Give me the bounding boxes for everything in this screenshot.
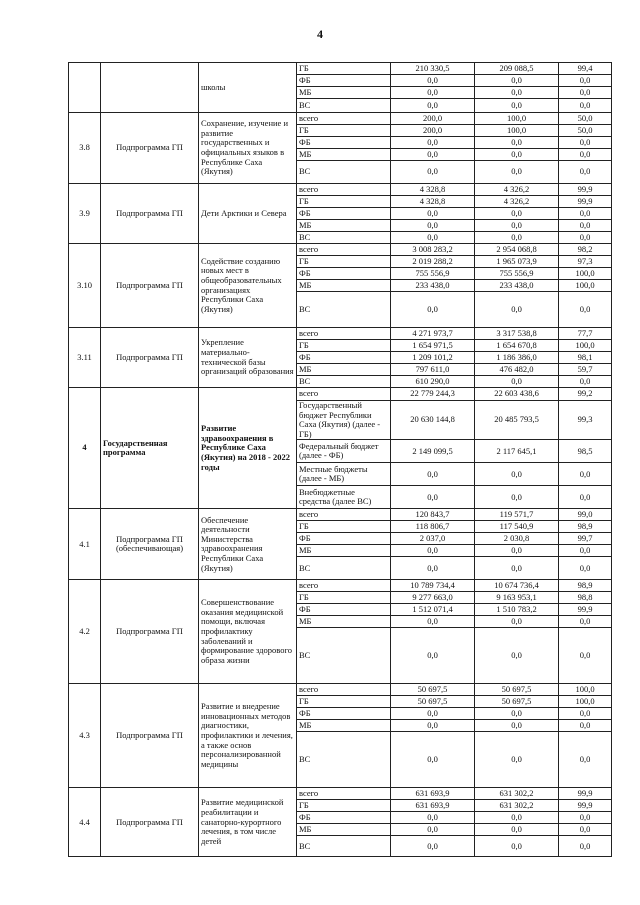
actual-amount: 4 326,2 xyxy=(475,184,559,196)
funding-source: МБ xyxy=(297,280,391,292)
planned-amount: 755 556,9 xyxy=(391,268,475,280)
funding-source: ФБ xyxy=(297,708,391,720)
execution-percent: 100,0 xyxy=(559,268,612,280)
planned-amount: 200,0 xyxy=(391,113,475,125)
execution-percent: 0,0 xyxy=(559,292,612,328)
program-type: Подпрограмма ГП xyxy=(101,328,199,388)
execution-percent: 0,0 xyxy=(559,75,612,87)
planned-amount: 0,0 xyxy=(391,161,475,184)
table-body xyxy=(69,63,612,857)
program-name: Развитие здравоохранения в Республике Саха (Якутия) на 2018 - 2022 годы xyxy=(199,388,297,509)
actual-amount: 0,0 xyxy=(475,75,559,87)
actual-amount: 1 510 783,2 xyxy=(475,604,559,616)
planned-amount: 0,0 xyxy=(391,628,475,684)
actual-amount: 0,0 xyxy=(475,292,559,328)
funding-source: ФБ xyxy=(297,533,391,545)
execution-percent: 99,4 xyxy=(559,63,612,75)
funding-source: всего xyxy=(297,328,391,340)
actual-amount: 22 603 438,6 xyxy=(475,388,559,401)
actual-amount: 0,0 xyxy=(475,628,559,684)
actual-amount: 20 485 793,5 xyxy=(475,401,559,440)
actual-amount: 1 965 073,9 xyxy=(475,256,559,268)
actual-amount: 1 186 386,0 xyxy=(475,352,559,364)
actual-amount: 209 088,5 xyxy=(475,63,559,75)
funding-source: всего xyxy=(297,113,391,125)
planned-amount: 2 019 288,2 xyxy=(391,256,475,268)
program-type xyxy=(101,63,199,113)
execution-percent: 99,9 xyxy=(559,788,612,800)
planned-amount: 610 290,0 xyxy=(391,376,475,388)
actual-amount: 0,0 xyxy=(475,720,559,732)
funding-source: ВС xyxy=(297,557,391,580)
execution-percent: 99,0 xyxy=(559,509,612,521)
execution-percent: 99,3 xyxy=(559,401,612,440)
execution-percent: 98,1 xyxy=(559,352,612,364)
actual-amount: 50 697,5 xyxy=(475,684,559,696)
actual-amount: 0,0 xyxy=(475,161,559,184)
funding-source: Местные бюджеты (далее - МБ) xyxy=(297,463,391,486)
actual-amount: 755 556,9 xyxy=(475,268,559,280)
planned-amount: 50 697,5 xyxy=(391,696,475,708)
program-name: школы xyxy=(199,63,297,113)
actual-amount: 0,0 xyxy=(475,87,559,99)
execution-percent: 0,0 xyxy=(559,557,612,580)
execution-percent: 98,9 xyxy=(559,580,612,592)
execution-percent: 59,7 xyxy=(559,364,612,376)
funding-source: всего xyxy=(297,388,391,401)
funding-source: ФБ xyxy=(297,268,391,280)
execution-percent: 99,9 xyxy=(559,604,612,616)
table-row xyxy=(69,63,612,75)
actual-amount: 50 697,5 xyxy=(475,696,559,708)
planned-amount: 10 789 734,4 xyxy=(391,580,475,592)
funding-source: всего xyxy=(297,509,391,521)
funding-source: ФБ xyxy=(297,137,391,149)
execution-percent: 0,0 xyxy=(559,616,612,628)
funding-source: Государственный бюджет Республики Саха (Якутия) (далее - ГБ) xyxy=(297,401,391,440)
planned-amount: 0,0 xyxy=(391,812,475,824)
funding-source: МБ xyxy=(297,616,391,628)
execution-percent: 99,9 xyxy=(559,800,612,812)
actual-amount: 631 302,2 xyxy=(475,800,559,812)
funding-source: ГБ xyxy=(297,63,391,75)
row-number: 4.1 xyxy=(69,509,101,580)
planned-amount: 0,0 xyxy=(391,292,475,328)
actual-amount: 0,0 xyxy=(475,486,559,509)
table-row xyxy=(69,388,612,401)
execution-percent: 0,0 xyxy=(559,208,612,220)
planned-amount: 4 271 973,7 xyxy=(391,328,475,340)
program-name: Развитие и внедрение инновационных методов диагностики, профилактики и лечения, а также основ персонализированной медицины xyxy=(199,684,297,788)
program-name: Сохранение, изучение и развитие государственных и официальных языков в Республике Саха (Якутия) xyxy=(199,113,297,184)
table-row xyxy=(69,580,612,592)
table-row xyxy=(69,684,612,696)
execution-percent: 99,2 xyxy=(559,388,612,401)
actual-amount: 3 317 538,8 xyxy=(475,328,559,340)
actual-amount: 0,0 xyxy=(475,545,559,557)
planned-amount: 50 697,5 xyxy=(391,684,475,696)
actual-amount: 476 482,0 xyxy=(475,364,559,376)
program-type: Государственная программа xyxy=(101,388,199,509)
row-number: 4.2 xyxy=(69,580,101,684)
funding-source: МБ xyxy=(297,545,391,557)
execution-percent: 0,0 xyxy=(559,732,612,788)
actual-amount: 100,0 xyxy=(475,113,559,125)
funding-source: ВС xyxy=(297,292,391,328)
table-row xyxy=(69,788,612,800)
planned-amount: 4 328,8 xyxy=(391,196,475,208)
execution-percent: 0,0 xyxy=(559,99,612,113)
planned-amount: 0,0 xyxy=(391,87,475,99)
planned-amount: 0,0 xyxy=(391,220,475,232)
funding-source: всего xyxy=(297,184,391,196)
planned-amount: 20 630 144,8 xyxy=(391,401,475,440)
execution-percent: 0,0 xyxy=(559,149,612,161)
row-number: 4.3 xyxy=(69,684,101,788)
funding-source: МБ xyxy=(297,87,391,99)
planned-amount: 631 693,9 xyxy=(391,800,475,812)
actual-amount: 0,0 xyxy=(475,149,559,161)
execution-percent: 97,3 xyxy=(559,256,612,268)
budget-table xyxy=(68,62,612,857)
execution-percent: 0,0 xyxy=(559,376,612,388)
planned-amount: 118 806,7 xyxy=(391,521,475,533)
program-name: Содействие созданию новых мест в общеобразовательных организациях Республики Саха (Якутия) xyxy=(199,244,297,328)
planned-amount: 233 438,0 xyxy=(391,280,475,292)
planned-amount: 0,0 xyxy=(391,463,475,486)
program-type: Подпрограмма ГП xyxy=(101,684,199,788)
funding-source: Федеральный бюджет (далее - ФБ) xyxy=(297,440,391,463)
execution-percent: 0,0 xyxy=(559,486,612,509)
funding-source: МБ xyxy=(297,149,391,161)
actual-amount: 2 030,8 xyxy=(475,533,559,545)
funding-source: ВС xyxy=(297,232,391,244)
actual-amount: 631 302,2 xyxy=(475,788,559,800)
actual-amount: 0,0 xyxy=(475,824,559,836)
execution-percent: 98,9 xyxy=(559,521,612,533)
execution-percent: 100,0 xyxy=(559,280,612,292)
execution-percent: 0,0 xyxy=(559,87,612,99)
execution-percent: 0,0 xyxy=(559,161,612,184)
execution-percent: 0,0 xyxy=(559,812,612,824)
execution-percent: 0,0 xyxy=(559,463,612,486)
execution-percent: 98,2 xyxy=(559,244,612,256)
execution-percent: 98,5 xyxy=(559,440,612,463)
planned-amount: 0,0 xyxy=(391,616,475,628)
actual-amount: 0,0 xyxy=(475,836,559,857)
program-type: Подпрограмма ГП xyxy=(101,244,199,328)
execution-percent: 0,0 xyxy=(559,708,612,720)
planned-amount: 0,0 xyxy=(391,824,475,836)
actual-amount: 0,0 xyxy=(475,616,559,628)
row-number: 4.4 xyxy=(69,788,101,857)
actual-amount: 0,0 xyxy=(475,732,559,788)
planned-amount: 0,0 xyxy=(391,75,475,87)
funding-source: ГБ xyxy=(297,196,391,208)
actual-amount: 10 674 736,4 xyxy=(475,580,559,592)
funding-source: ВС xyxy=(297,836,391,857)
actual-amount: 100,0 xyxy=(475,125,559,137)
execution-percent: 50,0 xyxy=(559,125,612,137)
actual-amount: 0,0 xyxy=(475,232,559,244)
program-type: Подпрограмма ГП xyxy=(101,580,199,684)
execution-percent: 98,8 xyxy=(559,592,612,604)
planned-amount: 3 008 283,2 xyxy=(391,244,475,256)
funding-source: МБ xyxy=(297,720,391,732)
table-row xyxy=(69,113,612,125)
actual-amount: 0,0 xyxy=(475,463,559,486)
execution-percent: 0,0 xyxy=(559,628,612,684)
planned-amount: 0,0 xyxy=(391,208,475,220)
actual-amount: 1 654 670,8 xyxy=(475,340,559,352)
execution-percent: 0,0 xyxy=(559,545,612,557)
row-number: 3.11 xyxy=(69,328,101,388)
actual-amount: 0,0 xyxy=(475,220,559,232)
funding-source: ГБ xyxy=(297,125,391,137)
execution-percent: 0,0 xyxy=(559,137,612,149)
program-name: Совершенствование оказания медицинской помощи, включая профилактику заболеваний и формирование здорового образа жизни xyxy=(199,580,297,684)
planned-amount: 4 328,8 xyxy=(391,184,475,196)
actual-amount: 0,0 xyxy=(475,708,559,720)
program-name: Развитие медицинской реабилитации и санаторно-курортного лечения, в том числе детей xyxy=(199,788,297,857)
row-number: 4 xyxy=(69,388,101,509)
funding-source: Внебюджетные средства (далее ВС) xyxy=(297,486,391,509)
actual-amount: 0,0 xyxy=(475,376,559,388)
funding-source: ФБ xyxy=(297,352,391,364)
program-name: Дети Арктики и Севера xyxy=(199,184,297,244)
funding-source: МБ xyxy=(297,364,391,376)
planned-amount: 9 277 663,0 xyxy=(391,592,475,604)
program-name: Обеспечение деятельности Министерства здравоохранения Республики Саха (Якутия) xyxy=(199,509,297,580)
planned-amount: 0,0 xyxy=(391,99,475,113)
planned-amount: 0,0 xyxy=(391,836,475,857)
funding-source: МБ xyxy=(297,220,391,232)
execution-percent: 99,9 xyxy=(559,184,612,196)
planned-amount: 0,0 xyxy=(391,557,475,580)
funding-source: ГБ xyxy=(297,592,391,604)
funding-source: всего xyxy=(297,684,391,696)
planned-amount: 2 149 099,5 xyxy=(391,440,475,463)
execution-percent: 100,0 xyxy=(559,696,612,708)
funding-source: всего xyxy=(297,788,391,800)
planned-amount: 210 330,5 xyxy=(391,63,475,75)
planned-amount: 22 779 244,3 xyxy=(391,388,475,401)
program-type: Подпрограмма ГП xyxy=(101,788,199,857)
actual-amount: 0,0 xyxy=(475,208,559,220)
planned-amount: 120 843,7 xyxy=(391,509,475,521)
funding-source: ФБ xyxy=(297,604,391,616)
execution-percent: 77,7 xyxy=(559,328,612,340)
funding-source: всего xyxy=(297,580,391,592)
planned-amount: 0,0 xyxy=(391,486,475,509)
actual-amount: 4 326,2 xyxy=(475,196,559,208)
planned-amount: 797 611,0 xyxy=(391,364,475,376)
program-type: Подпрограмма ГП xyxy=(101,113,199,184)
funding-source: всего xyxy=(297,244,391,256)
execution-percent: 0,0 xyxy=(559,720,612,732)
actual-amount: 9 163 953,1 xyxy=(475,592,559,604)
table-row xyxy=(69,328,612,340)
funding-source: МБ xyxy=(297,824,391,836)
funding-source: ФБ xyxy=(297,208,391,220)
planned-amount: 631 693,9 xyxy=(391,788,475,800)
row-number: 3.10 xyxy=(69,244,101,328)
planned-amount: 0,0 xyxy=(391,708,475,720)
table-row xyxy=(69,184,612,196)
planned-amount: 2 037,0 xyxy=(391,533,475,545)
actual-amount: 0,0 xyxy=(475,137,559,149)
table-row xyxy=(69,509,612,521)
actual-amount: 119 571,7 xyxy=(475,509,559,521)
row-number: 3.8 xyxy=(69,113,101,184)
funding-source: ВС xyxy=(297,161,391,184)
funding-source: ВС xyxy=(297,732,391,788)
execution-percent: 100,0 xyxy=(559,340,612,352)
planned-amount: 0,0 xyxy=(391,732,475,788)
actual-amount: 233 438,0 xyxy=(475,280,559,292)
funding-source: ФБ xyxy=(297,812,391,824)
execution-percent: 99,7 xyxy=(559,533,612,545)
funding-source: ВС xyxy=(297,376,391,388)
actual-amount: 117 540,9 xyxy=(475,521,559,533)
execution-percent: 0,0 xyxy=(559,824,612,836)
row-number xyxy=(69,63,101,113)
program-type: Подпрограмма ГП xyxy=(101,184,199,244)
funding-source: ГБ xyxy=(297,696,391,708)
execution-percent: 0,0 xyxy=(559,836,612,857)
planned-amount: 0,0 xyxy=(391,232,475,244)
program-name: Укрепление материально-технической базы организаций образования xyxy=(199,328,297,388)
row-number: 3.9 xyxy=(69,184,101,244)
funding-source: ГБ xyxy=(297,256,391,268)
actual-amount: 0,0 xyxy=(475,812,559,824)
execution-percent: 0,0 xyxy=(559,220,612,232)
actual-amount: 0,0 xyxy=(475,99,559,113)
execution-percent: 0,0 xyxy=(559,232,612,244)
execution-percent: 100,0 xyxy=(559,684,612,696)
table-row xyxy=(69,244,612,256)
planned-amount: 0,0 xyxy=(391,545,475,557)
planned-amount: 0,0 xyxy=(391,149,475,161)
funding-source: ВС xyxy=(297,628,391,684)
actual-amount: 0,0 xyxy=(475,557,559,580)
planned-amount: 0,0 xyxy=(391,720,475,732)
funding-source: ФБ xyxy=(297,75,391,87)
page-number: 4 xyxy=(317,27,323,41)
funding-source: ГБ xyxy=(297,800,391,812)
execution-percent: 50,0 xyxy=(559,113,612,125)
funding-source: ВС xyxy=(297,99,391,113)
planned-amount: 200,0 xyxy=(391,125,475,137)
actual-amount: 2 117 645,1 xyxy=(475,440,559,463)
funding-source: ГБ xyxy=(297,340,391,352)
planned-amount: 0,0 xyxy=(391,137,475,149)
planned-amount: 1 654 971,5 xyxy=(391,340,475,352)
planned-amount: 1 209 101,2 xyxy=(391,352,475,364)
execution-percent: 99,9 xyxy=(559,196,612,208)
planned-amount: 1 512 071,4 xyxy=(391,604,475,616)
funding-source: ГБ xyxy=(297,521,391,533)
actual-amount: 2 954 068,8 xyxy=(475,244,559,256)
program-type: Подпрограмма ГП (обеспечивающая) xyxy=(101,509,199,580)
